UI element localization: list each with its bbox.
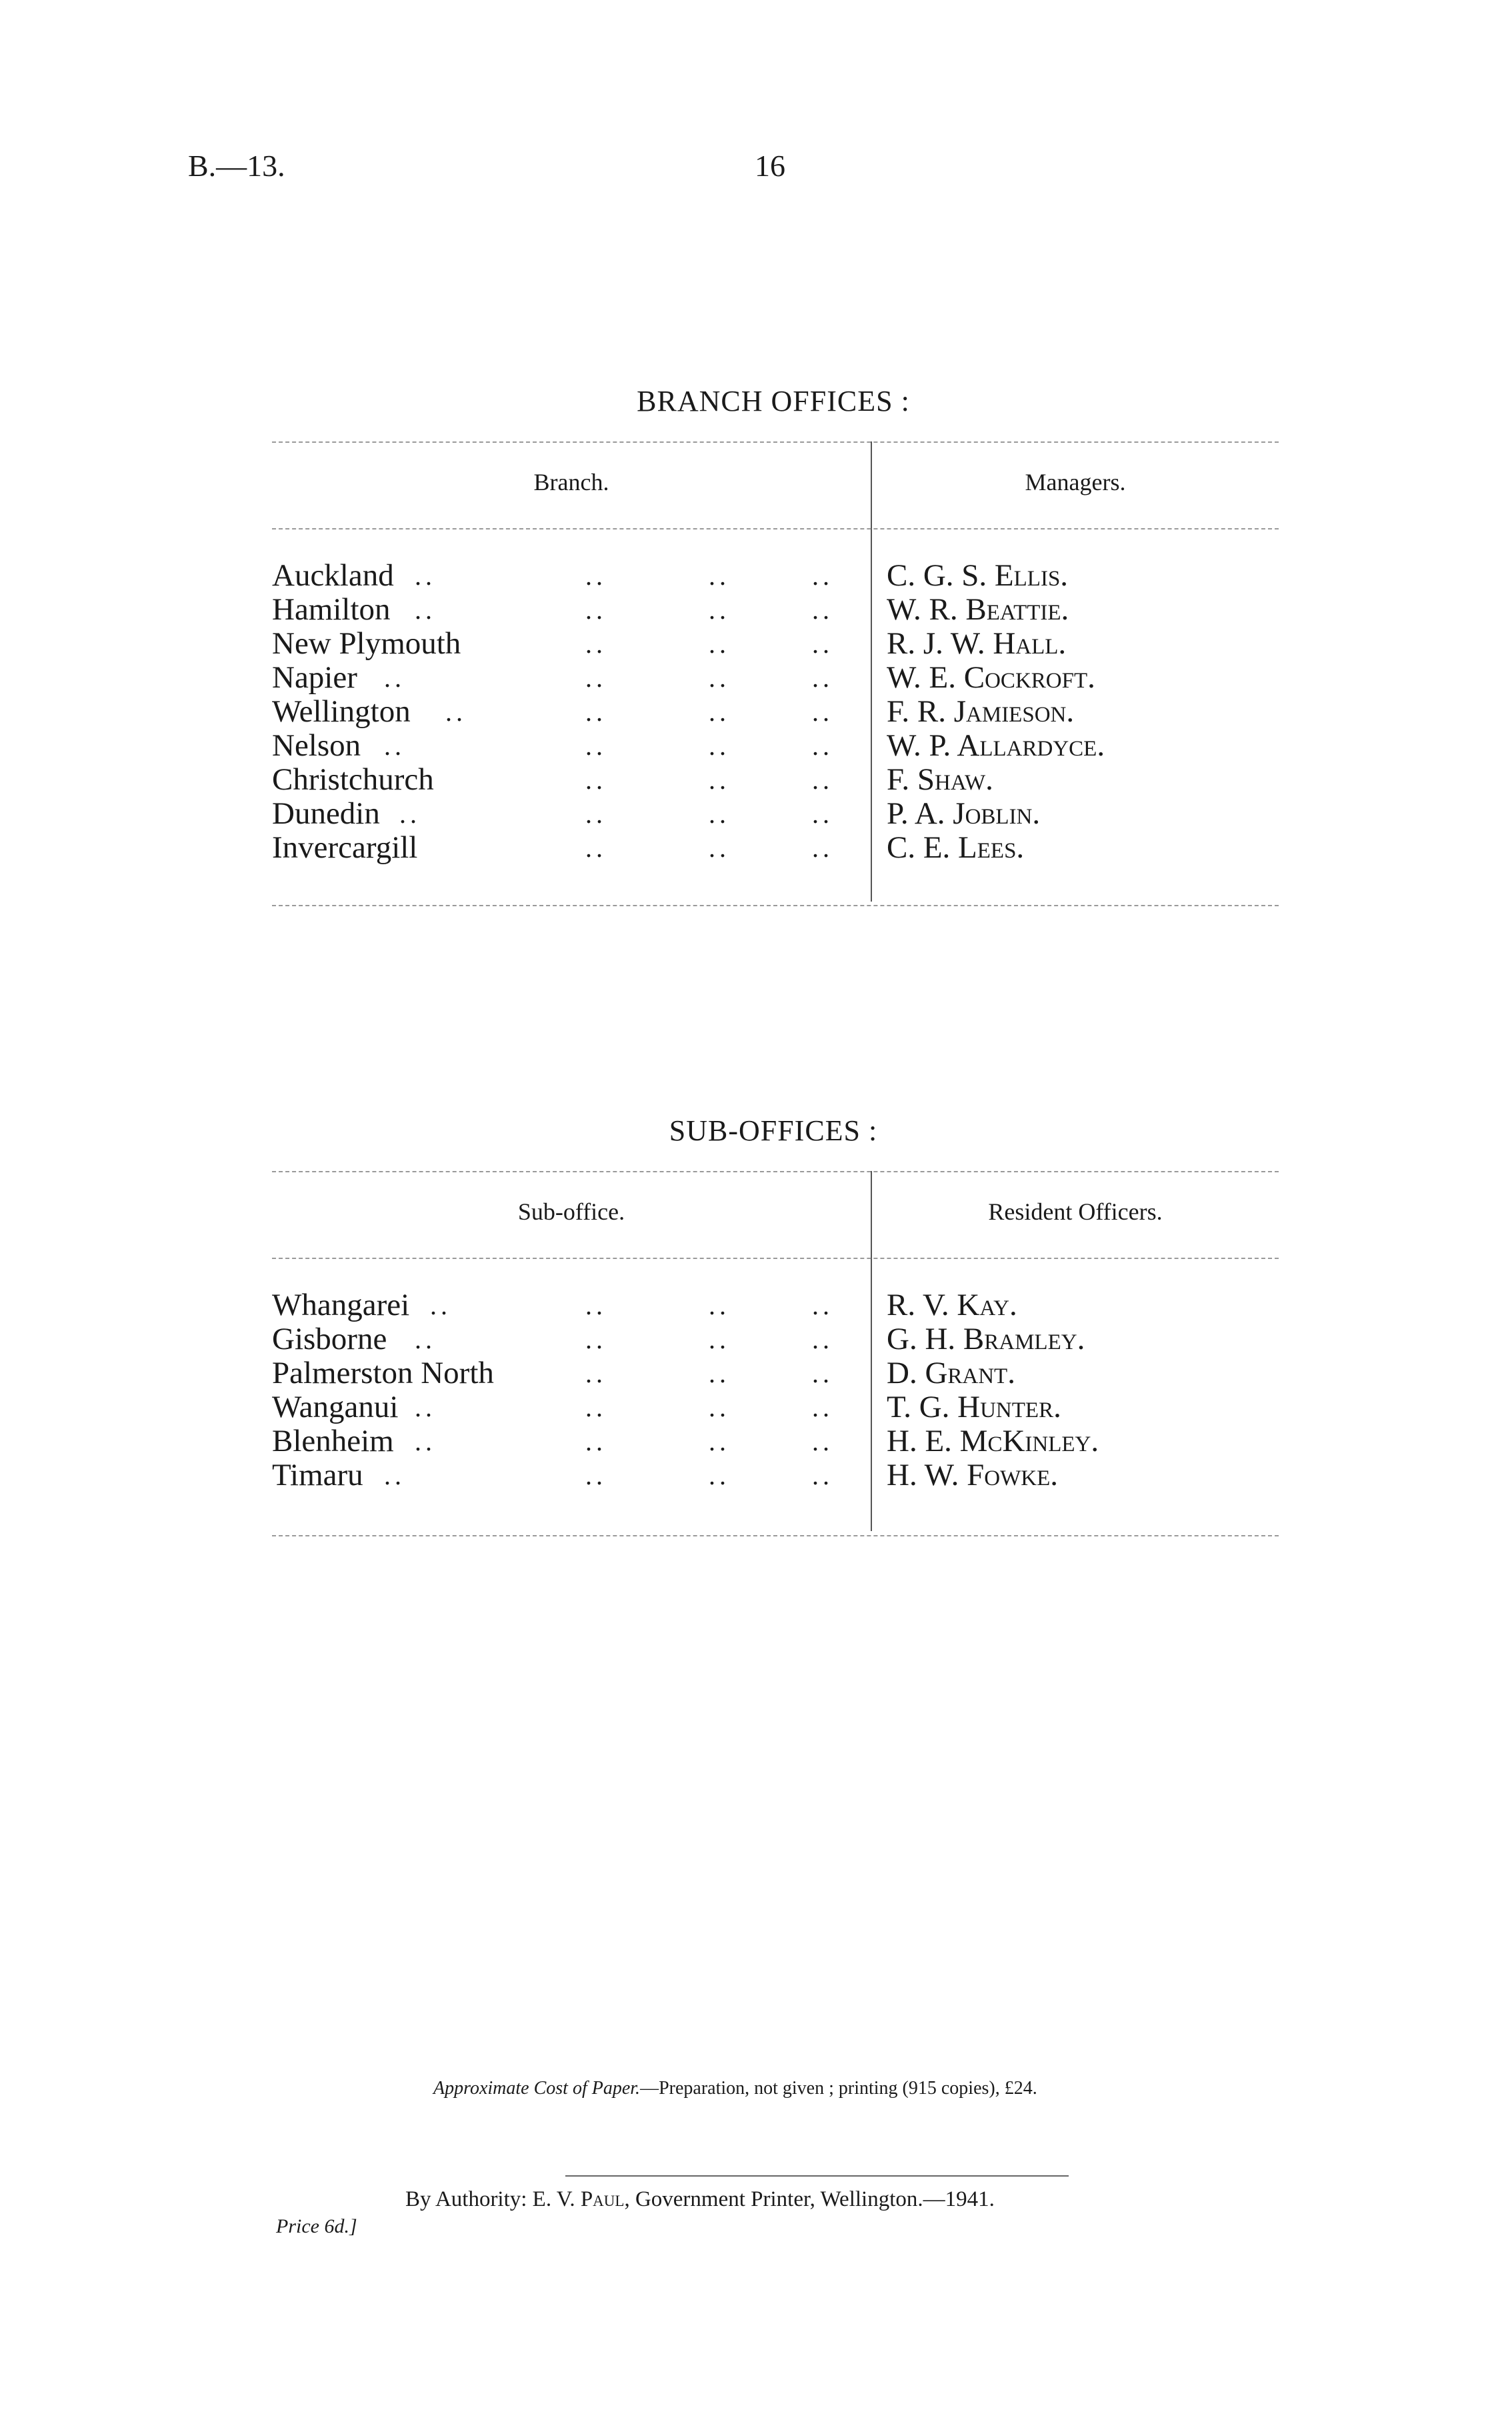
authority-suffix: , Government Printer, Wellington.—1941. — [624, 2187, 995, 2211]
leader-dots: .. — [812, 799, 833, 829]
manager-name: C. E. Lees. — [887, 830, 1025, 865]
office-name: Wanganui — [272, 1390, 399, 1424]
leader-dots: .. — [812, 1358, 833, 1388]
document-reference: B.—13. — [188, 149, 285, 183]
manager-name: C. G. S. Ellis. — [887, 558, 1069, 593]
office-name: Christchurch — [272, 762, 434, 797]
manager-name: W. P. Allardyce. — [887, 728, 1105, 763]
header-rule — [272, 1258, 1279, 1259]
leader-dots: .. — [709, 765, 730, 795]
leader-dots: .. — [709, 595, 730, 625]
table-row — [272, 593, 1279, 627]
table-row — [272, 1390, 1279, 1424]
leader-dots: .. — [585, 561, 607, 591]
manager-name: W. R. Beattie. — [887, 592, 1069, 627]
office-name: Blenheim — [272, 1424, 394, 1458]
table-row — [272, 1322, 1279, 1356]
leader-dots: .. — [585, 595, 607, 625]
table-row — [272, 627, 1279, 661]
office-name: Palmerston North — [272, 1356, 494, 1390]
manager-name: F. Shaw. — [887, 762, 993, 797]
office-name: Nelson — [272, 728, 361, 763]
leader-dots: .. — [812, 731, 833, 761]
leader-dots: .. — [812, 629, 833, 659]
resident-officer-name: T. G. Hunter. — [887, 1390, 1061, 1424]
resident-officer-name: R. V. Kay. — [887, 1288, 1017, 1322]
leader-dots: .. — [812, 833, 833, 863]
branch-offices-title: BRANCH OFFICES : — [637, 385, 910, 417]
leader-dots: .. — [585, 1324, 607, 1354]
office-name: Dunedin — [272, 796, 380, 831]
cost-note — [433, 2078, 1037, 2099]
office-name: New Plymouth — [272, 626, 461, 661]
leader-dots: .. — [709, 1358, 730, 1388]
footer-rule — [565, 2175, 1069, 2177]
leader-dots: .. — [709, 833, 730, 863]
leader-dots: .. — [585, 1290, 607, 1320]
table-row — [272, 1424, 1279, 1458]
table-row — [272, 729, 1279, 763]
leader-dots: .. — [585, 1358, 607, 1388]
leader-dots: .. — [399, 799, 421, 829]
office-name: Whangarei — [272, 1288, 410, 1322]
leader-dots: .. — [812, 1460, 833, 1490]
cost-text: —Preparation, not given ; printing (915 copies), £24. — [640, 2078, 1037, 2099]
leader-dots: .. — [812, 663, 833, 693]
leader-dots: .. — [709, 1324, 730, 1354]
leader-dots: .. — [585, 799, 607, 829]
leader-dots: .. — [585, 765, 607, 795]
leader-dots: .. — [709, 561, 730, 591]
sub-offices-title: SUB-OFFICES : — [669, 1114, 878, 1147]
table-row — [272, 1288, 1279, 1322]
leader-dots: .. — [709, 799, 730, 829]
office-name: Gisborne — [272, 1322, 387, 1356]
leader-dots: .. — [812, 765, 833, 795]
table-row — [272, 1458, 1279, 1492]
leader-dots: .. — [384, 1460, 405, 1490]
leader-dots: .. — [585, 1460, 607, 1490]
table-row — [272, 1356, 1279, 1390]
office-name: Invercargill — [272, 830, 418, 865]
table-top-rule — [272, 441, 1279, 443]
table-row — [272, 559, 1279, 593]
table-row — [272, 661, 1279, 695]
leader-dots: .. — [812, 1392, 833, 1422]
office-name: Wellington — [272, 694, 411, 729]
page-number: 16 — [755, 149, 785, 183]
leader-dots: .. — [709, 1392, 730, 1422]
managers-column-header: Managers. — [1025, 469, 1126, 495]
table-row — [272, 763, 1279, 797]
manager-name: R. J. W. Hall. — [887, 626, 1067, 661]
leader-dots: .. — [415, 1426, 436, 1456]
leader-dots: .. — [415, 1392, 436, 1422]
authority-printer-name: Paul — [580, 2187, 625, 2211]
leader-dots: .. — [430, 1290, 451, 1320]
leader-dots: .. — [812, 1324, 833, 1354]
leader-dots: .. — [812, 561, 833, 591]
branch-column-header: Branch. — [533, 469, 609, 495]
leader-dots: .. — [384, 731, 405, 761]
manager-name: P. A. Joblin. — [887, 796, 1041, 831]
leader-dots: .. — [585, 1426, 607, 1456]
leader-dots: .. — [585, 697, 607, 727]
leader-dots: .. — [709, 1426, 730, 1456]
resident-officer-name: D. Grant. — [887, 1356, 1015, 1390]
leader-dots: .. — [384, 663, 405, 693]
leader-dots: .. — [709, 731, 730, 761]
leader-dots: .. — [812, 697, 833, 727]
table-row — [272, 695, 1279, 729]
leader-dots: .. — [709, 629, 730, 659]
authority-line — [405, 2187, 995, 2212]
leader-dots: .. — [415, 595, 436, 625]
leader-dots: .. — [709, 1290, 730, 1320]
leader-dots: .. — [415, 1324, 436, 1354]
leader-dots: .. — [585, 1392, 607, 1422]
leader-dots: .. — [812, 595, 833, 625]
table-bottom-rule — [272, 905, 1279, 906]
leader-dots: .. — [812, 1426, 833, 1456]
leader-dots: .. — [585, 833, 607, 863]
leader-dots: .. — [445, 697, 467, 727]
table-bottom-rule — [272, 1535, 1279, 1536]
table-row — [272, 831, 1279, 865]
manager-name: F. R. Jamieson. — [887, 694, 1075, 729]
office-name: Hamilton — [272, 592, 391, 627]
authority-prefix: By Authority: E. V. — [405, 2187, 575, 2211]
leader-dots: .. — [812, 1290, 833, 1320]
price: Price 6d.] — [276, 2215, 357, 2237]
resident-officer-name: H. W. Fowke. — [887, 1458, 1058, 1492]
resident-officer-name: H. E. McKinley. — [887, 1424, 1099, 1458]
branch-offices-table — [272, 441, 1279, 908]
leader-dots: .. — [709, 1460, 730, 1490]
manager-name: W. E. Cockroft. — [887, 660, 1095, 695]
resident-officers-column-header: Resident Officers. — [988, 1198, 1163, 1225]
leader-dots: .. — [709, 663, 730, 693]
cost-label: Approximate Cost of Paper. — [433, 2078, 641, 2099]
sub-offices-table — [272, 1171, 1279, 1544]
sub-office-column-header: Sub-office. — [517, 1198, 625, 1225]
leader-dots: .. — [585, 731, 607, 761]
table-top-rule — [272, 1171, 1279, 1172]
table-row — [272, 797, 1279, 831]
resident-officer-name: G. H. Bramley. — [887, 1322, 1085, 1356]
leader-dots: .. — [415, 561, 436, 591]
header-rule — [272, 528, 1279, 529]
office-name: Auckland — [272, 558, 394, 593]
leader-dots: .. — [585, 663, 607, 693]
leader-dots: .. — [709, 697, 730, 727]
leader-dots: .. — [585, 629, 607, 659]
office-name: Timaru — [272, 1458, 363, 1492]
office-name: Napier — [272, 660, 357, 695]
